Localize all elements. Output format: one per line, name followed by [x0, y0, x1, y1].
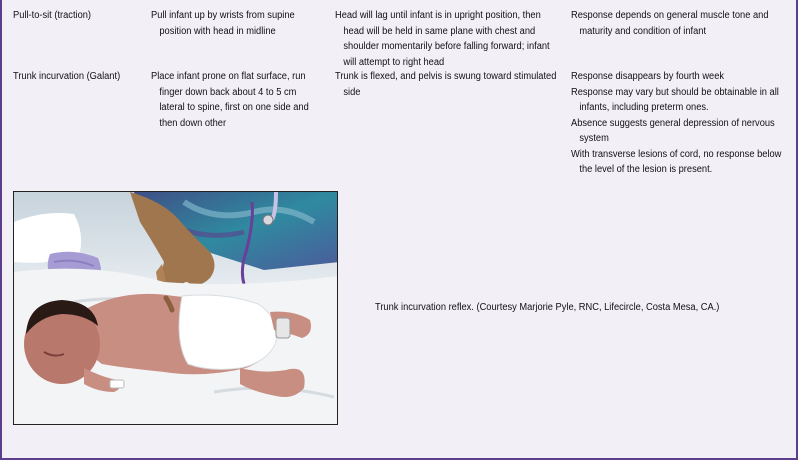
trunk-incurvation-photo — [13, 191, 338, 425]
comment-text: Absence suggests general depression of nervous system — [571, 117, 775, 144]
elicitation-trunk-incurvation — [151, 69, 324, 131]
comment-text: Response depends on general muscle tone and maturity and condition of infant — [571, 10, 769, 37]
elicitation-pull-to-sit — [151, 8, 324, 39]
elicitation-text: Place infant prone on flat surface, run finger down back about 4 to 5 cm lateral to spine, first on one side and then down other — [151, 71, 309, 129]
comment-text: Response may vary but should be obtainable in all infants, including preterm ones. — [571, 86, 779, 113]
reflex-name-text: Trunk incurvation (Galant) — [13, 71, 121, 82]
response-text: Trunk is flexed, and pelvis is swung toward stimulated side — [335, 71, 557, 98]
response-trunk-incurvation — [335, 69, 562, 100]
response-text: Head will lag until infant is in upright position, then head will be held in same plane with chest and shoulder momentarily before falling forward; infant will attempt to right head — [335, 10, 550, 68]
response-pull-to-sit — [335, 8, 562, 70]
reflex-name-pull-to-sit — [13, 8, 143, 24]
reflex-name-text: Pull-to-sit (traction) — [13, 10, 92, 21]
comments-trunk-incurvation — [571, 69, 789, 178]
comments-pull-to-sit — [571, 8, 789, 39]
reflex-name-trunk-incurvation — [13, 69, 143, 85]
comment-text: Response disappears by fourth week — [571, 71, 725, 82]
comment-text: With transverse lesions of cord, no response below the level of the lesion is present. — [571, 148, 782, 175]
infant-illustration — [14, 192, 338, 425]
figure-caption: Trunk incurvation reflex. (Courtesy Marjorie Pyle, RNC, Lifecircle, Costa Mesa, CA.) — [375, 302, 720, 313]
elicitation-text: Pull infant up by wrists from supine position with head in midline — [151, 10, 295, 37]
